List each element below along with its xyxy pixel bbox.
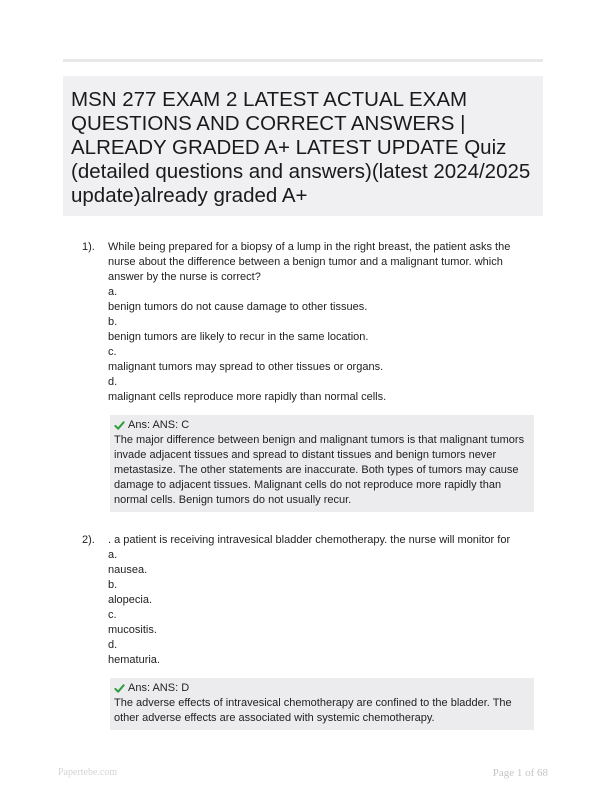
option-text: benign tumors are likely to recur in the same location. — [108, 331, 369, 343]
answer-explanation: The major difference between benign and malignant tumors is that malignant tumors invade adjacent tissues and spread to distant tissues and benign tumors never metastasize. The other statements are inaccurate. Both types of tumors may cause damage to adjacent tissues. Malignant cells do not reproduce more rapidly than normal cells. Benign tumors do not usually recur. — [114, 434, 525, 506]
answer-explanation: The adverse effects of intravesical chemotherapy are confined to the bladder. The other adverse effects are associated with systemic chemotherapy. — [114, 697, 512, 724]
checkmark-icon — [114, 683, 125, 694]
top-divider — [63, 59, 543, 62]
question-body — [108, 240, 538, 405]
option-text: nausea. — [108, 564, 148, 576]
option-letter: c. — [108, 346, 117, 358]
option-text: alopecia. — [108, 594, 153, 606]
answer-box — [110, 678, 534, 730]
question-number: 2). — [82, 534, 95, 546]
footer-page-number: Page 1 of 68 — [492, 767, 548, 779]
option-text: malignant cells reproduce more rapidly than normal cells. — [108, 391, 387, 403]
question-number: 1). — [82, 241, 95, 253]
answer-header — [114, 418, 528, 433]
option-letter: b. — [108, 316, 118, 328]
question-body — [108, 533, 538, 668]
answer-label: Ans: ANS: C — [128, 419, 190, 431]
answer-header — [114, 681, 528, 696]
option-text: malignant tumors may spread to other tissues or organs. — [108, 361, 384, 373]
option-letter: d. — [108, 376, 118, 388]
title-banner — [63, 76, 543, 216]
option-letter: d. — [108, 639, 118, 651]
document-title: MSN 277 EXAM 2 LATEST ACTUAL EXAM QUESTIONS AND CORRECT ANSWERS | ALREADY GRADED A+ LATEST UPDATE Quiz (detailed questions and answers)(latest 2024/2025 update)already graded A+ — [71, 88, 531, 207]
answer-box — [110, 415, 534, 512]
question-text: . a patient is receiving intravesical bladder chemotherapy. the nurse will monitor for — [108, 534, 511, 546]
option-text: mucositis. — [108, 624, 157, 636]
option-letter: c. — [108, 609, 117, 621]
option-letter: b. — [108, 579, 118, 591]
question-text: While being prepared for a biopsy of a lump in the right breast, the patient asks the nurse about the difference between a benign tumor and a malignant tumor. which answer by the nurse is correct? — [108, 241, 511, 283]
option-letter: a. — [108, 549, 118, 561]
answer-label: Ans: ANS: D — [128, 682, 190, 694]
option-text: hematuria. — [108, 654, 160, 666]
checkmark-icon — [114, 420, 125, 431]
option-text: benign tumors do not cause damage to other tissues. — [108, 301, 368, 313]
footer-site-watermark: Papertebe.com — [58, 767, 118, 778]
option-letter: a. — [108, 286, 118, 298]
